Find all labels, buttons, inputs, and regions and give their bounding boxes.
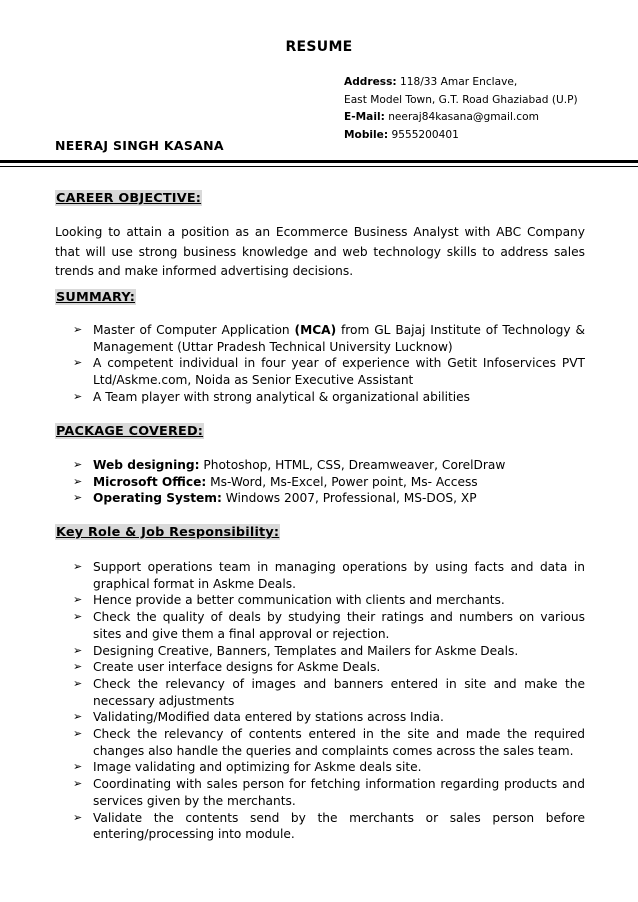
arrow-bullet-icon: ➢	[73, 727, 83, 741]
email-value: neeraj84kasana@gmail.com	[388, 111, 539, 123]
email-line	[344, 109, 578, 127]
list-item	[73, 759, 585, 776]
responsibility-text: Check the relevancy of contents entered in the site and made the required changes also handle the queries and complaints comes across the sales team.	[93, 727, 585, 758]
summary-item-1-rest: from GL Bajaj Institute of Technology & Management (Uttar Pradesh Technical University Lucknow)	[93, 323, 585, 354]
responsibility-text: Check the quality of deals by studying their ratings and numbers on various sites and give them a final approval or rejection.	[93, 610, 585, 641]
list-item	[73, 810, 585, 843]
package-heading: PACKAGE COVERED:	[56, 424, 204, 439]
list-item	[73, 776, 585, 809]
arrow-bullet-icon: ➢	[73, 593, 83, 607]
address-value-1: 118/33 Amar Enclave,	[400, 76, 518, 88]
responsibility-text: Create user interface designs for Askme Deals.	[93, 660, 381, 675]
list-item	[73, 659, 585, 676]
responsibility-text: Hence provide a better communication with clients and merchants.	[93, 593, 505, 608]
address-line-2: East Model Town, G.T. Road Ghaziabad (U.P)	[344, 93, 578, 106]
responsibility-text: Validating/Modified data entered by stations across India.	[93, 710, 444, 725]
address-line-1	[344, 74, 578, 92]
header-divider-thin	[0, 166, 638, 167]
list-item	[73, 355, 585, 388]
email-label: E-Mail:	[344, 111, 385, 123]
arrow-bullet-icon: ➢	[73, 389, 83, 403]
responsibility-text: Validate the contents send by the merchants or sales person before entering/processing into module.	[93, 810, 585, 842]
list-item	[73, 726, 585, 759]
summary-heading: SUMMARY:	[56, 290, 136, 305]
mobile-label: Mobile:	[344, 128, 389, 141]
arrow-bullet-icon: ➢	[73, 760, 83, 774]
list-item	[73, 322, 585, 355]
list-item	[73, 609, 585, 642]
summary-item-1-text: Master of Computer Application	[93, 323, 295, 337]
list-item	[73, 490, 585, 507]
mobile-value: 9555200401	[391, 128, 459, 141]
summary-item-2-text: A competent individual in four year of experience with Getit Infoservices PVT Ltd/Askme.com, Noida as Senior Executive Assistant	[93, 356, 585, 388]
arrow-bullet-icon: ➢	[73, 356, 83, 370]
arrow-bullet-icon: ➢	[73, 643, 83, 657]
arrow-bullet-icon: ➢	[73, 660, 83, 674]
package-item-label: Web designing:	[93, 458, 200, 472]
responsibility-text: Designing Creative, Banners, Templates and Mailers for Askme Deals.	[93, 643, 519, 658]
career-objective-text: Looking to attain a position as an Ecommerce Business Analyst with ABC Company that will use strong business knowledge and web technology skills to address sales trends and make informed advertising decisions.	[55, 225, 585, 278]
summary-item-3-text: A Team player with strong analytical & organizational abilities	[93, 389, 470, 404]
list-item	[73, 676, 585, 709]
career-objective-heading: CAREER OBJECTIVE:	[56, 191, 202, 206]
arrow-bullet-icon: ➢	[73, 777, 83, 791]
list-item	[73, 457, 585, 474]
arrow-bullet-icon: ➢	[73, 676, 83, 690]
list-item	[73, 559, 585, 592]
candidate-name: NEERAJ SINGH KASANA	[55, 138, 224, 153]
list-item	[73, 709, 585, 726]
document-title: RESUME	[285, 39, 353, 55]
package-list	[73, 457, 585, 507]
list-item	[73, 389, 585, 406]
list-item	[73, 592, 585, 609]
responsibility-text: Support operations team in managing operations by using facts and data in graphical format in Askme Deals.	[93, 560, 585, 591]
package-item-value: Ms-Word, Ms-Excel, Power point, Ms- Access	[206, 474, 478, 489]
arrow-bullet-icon: ➢	[73, 810, 83, 824]
responsibility-text: Check the relevancy of images and banners entered in site and make the necessary adjustments	[93, 676, 585, 708]
arrow-bullet-icon: ➢	[73, 560, 83, 573]
list-item	[73, 643, 585, 660]
summary-list	[73, 322, 585, 406]
package-item-label: Operating System:	[93, 491, 222, 506]
responsibilities-heading: Key Role & Job Responsibility:	[56, 525, 280, 540]
contact-block	[344, 74, 578, 144]
summary-item-1-bold: (MCA)	[294, 323, 337, 337]
arrow-bullet-icon: ➢	[73, 610, 83, 624]
package-item-label: Microsoft Office:	[93, 474, 207, 489]
arrow-bullet-icon: ➢	[73, 710, 83, 724]
responsibilities-list	[73, 559, 585, 843]
mobile-line	[344, 127, 578, 145]
arrow-bullet-icon: ➢	[73, 474, 83, 488]
package-item-value: Windows 2007, Professional, MS-DOS, XP	[221, 491, 477, 506]
arrow-bullet-icon: ➢	[73, 323, 83, 336]
header-divider-thick	[0, 160, 638, 163]
arrow-bullet-icon: ➢	[73, 458, 83, 471]
responsibility-text: Coordinating with sales person for fetching information regarding products and services given by the merchants.	[93, 777, 585, 808]
address-label: Address:	[344, 76, 397, 88]
responsibility-text: Image validating and optimizing for Askme deals site.	[93, 760, 422, 775]
package-item-value: Photoshop, HTML, CSS, Dreamweaver, CorelDraw	[199, 458, 506, 472]
arrow-bullet-icon: ➢	[73, 491, 83, 505]
list-item	[73, 474, 585, 491]
